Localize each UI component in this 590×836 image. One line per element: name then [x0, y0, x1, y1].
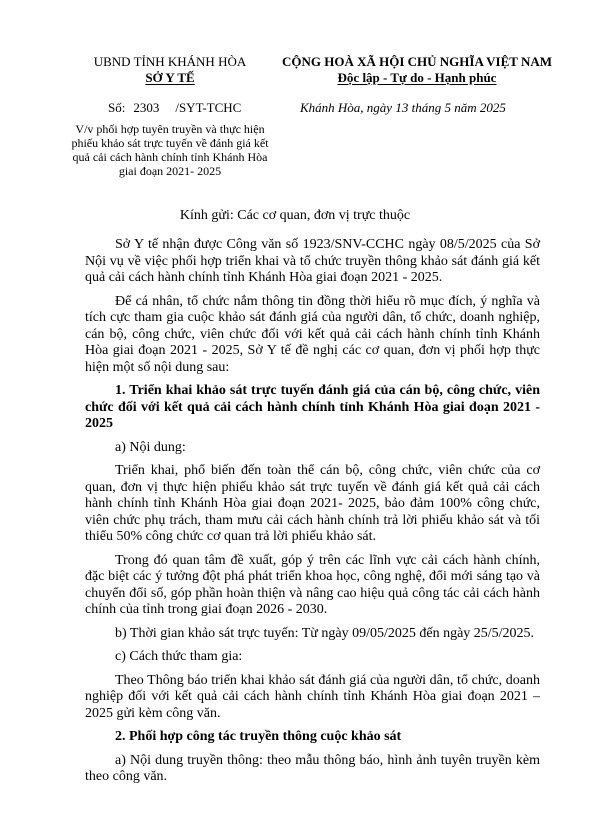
paragraph-purpose: Để cá nhân, tổ chức nắm thông tin đồng thời hiểu rõ mục đích, ý nghĩa và tích cực tham gia cuộc khảo sát đánh giá của người dân, tổ chức, doanh nghiệp, cán bộ, công chức, viên chức đối với kết quả cải cách hành chính tỉnh Khánh Hòa giai đoạn 2021 - 2025, Sở Y tế đề nghị các cơ quan, đơn vị phối hợp thực hiện một số nội dung sau:	[85, 293, 540, 375]
paragraph-method: Theo Thông báo triển khai khảo sát đánh giá của người dân, tổ chức, doanh nghiệp đối với kết quả cải cách hành chính tỉnh Khánh Hòa giai đoạn 2021 – 2025 gửi kèm công văn.	[85, 672, 540, 721]
subsection-c-label: c) Cách thức tham gia:	[115, 649, 243, 664]
country-name: CỘNG HOÀ XÃ HỘI CHỦ NGHĨA VIỆT NAM	[281, 54, 553, 69]
issuer-org: UBND TỈNH KHÁNH HÒA	[93, 54, 247, 69]
issuer-block	[70, 54, 270, 86]
national-motto: Độc lập - Tự do - Hạnh phúc	[337, 70, 497, 85]
doc-code: /SYT-TCHC	[175, 100, 242, 115]
section-heading-1: 1. Triển khai khảo sát trực tuyến đánh giá của cán bộ, công chức, viên chức đối với kết quả cải cách hành chính tỉnh Khánh Hòa giai đoạn 2021 - 2025	[85, 383, 540, 431]
paragraph-focus: Trong đó quan tâm đề xuất, góp ý trên các lĩnh vực cải cách hành chính, đặc biệt các ý tưởng đột phá phát triển khoa học, công nghệ, đổi mới sáng tạo và chuyển đổi số, góp phần hoàn thiện và nâng cao hiệu quả công tác cải cách hành chính của tỉnh trong giai đoạn 2026 - 2030.	[85, 552, 540, 617]
paragraph-deploy: Triển khai, phổ biến đến toàn thể cán bộ, công chức, viên chức của cơ quan, đơn vị thực hiện phiếu khảo sát trực tuyến về đánh giá kết quả cải cách hành chính tỉnh Khánh Hòa giai đoạn 2021- 2025, bảo đảm 100% công chức, viên chức phụ trách, tham mưu cải cách hành chính trả lời phiếu khảo sát và tối thiểu 50% công chức cơ quan trả lời phiếu khảo sát.	[85, 463, 540, 544]
doc-no-value: 2303	[133, 100, 160, 115]
subsection-b-time: b) Thời gian khảo sát trực tuyến: Từ ngày 09/05/2025 đến ngày 25/5/2025.	[115, 625, 535, 641]
issuer-dept: SỞ Y TẾ	[145, 70, 195, 85]
document-subject: V/v phối hợp tuyên truyền và thực hiện phiếu khảo sát trực tuyến về đánh giá kết quả cải cách hành chính tỉnh Khánh Hòa giai đoạn 2021- 2025	[71, 122, 269, 178]
subsection-a-label: a) Nội dung:	[115, 439, 186, 455]
document-body	[85, 237, 540, 793]
national-header	[272, 54, 562, 86]
section-heading-2: 2. Phối hợp công tác truyền thông cuộc khảo sát	[115, 729, 402, 744]
document-number	[108, 100, 241, 116]
place-date: Khánh Hòa, ngày 13 tháng 5 năm 2025	[300, 100, 506, 115]
recipient-line: Kính gửi: Các cơ quan, đơn vị trực thuộc	[179, 208, 411, 223]
doc-no-label: Số:	[108, 100, 126, 115]
paragraph-intro: Sở Y tế nhận được Công văn số 1923/SNV-CCHC ngày 08/5/2025 của Sở Nội vụ về việc phối hợp triển khai và tổ chức truyền thông khảo sát đánh giá kết quả cải cách hành chính tỉnh Khánh Hòa giai đoạn 2021 - 2025.	[85, 237, 540, 285]
paragraph-communication: a) Nội dung truyền thông: theo mẫu thông báo, hình ảnh tuyên truyền kèm theo công văn.	[85, 752, 540, 784]
